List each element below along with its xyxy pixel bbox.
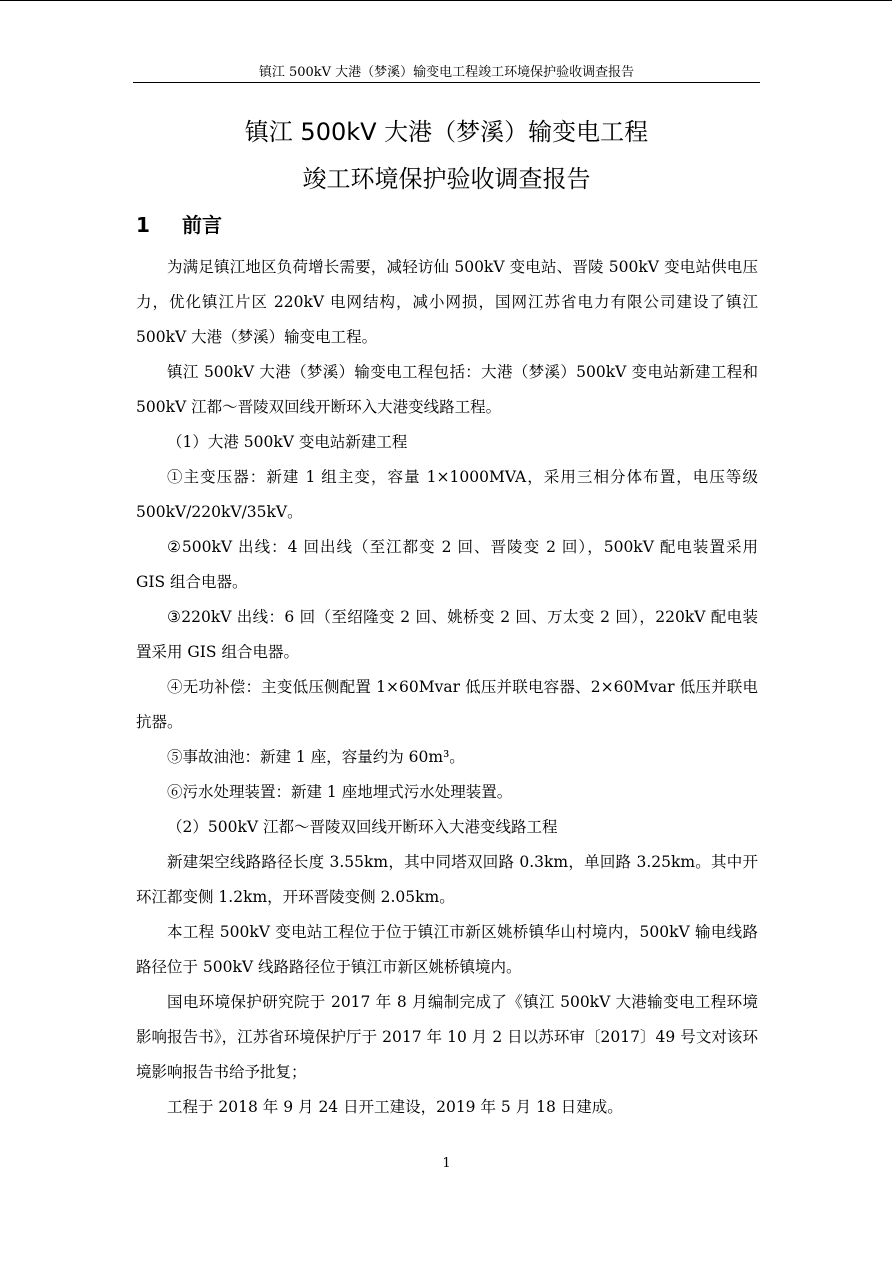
paragraph: ②500kV 出线：4 回出线（至江都变 2 回、晋陵变 2 回），500kV 配电装置采用 GIS 组合电器。 <box>136 538 758 591</box>
paragraph: （1）大港 500kV 变电站新建工程 <box>167 433 408 451</box>
paragraph: 国电环境保护研究院于 2017 年 8 月编制完成了《镇江 500kV 大港输变电工程环境影响报告书》，江苏省环境保护厅于 2017 年 10 月 2 日以苏环审〔2017〕49 号文对该环境影响报告书给予批复； <box>136 993 758 1081</box>
paragraph: 镇江 500kV 大港（梦溪）输变电工程包括：大港（梦溪）500kV 变电站新建工程和 500kV 江都～晋陵双回线开断环入大港变线路工程。 <box>136 363 758 416</box>
document-title-line-2: 竣工环境保护验收调查报告 <box>302 165 591 193</box>
paragraph: 本工程 500kV 变电站工程位于位于镇江市新区姚桥镇华山村境内，500kV 输电线路路径位于 500kV 线路路径位于镇江市新区姚桥镇境内。 <box>136 923 758 976</box>
paragraph: ④无功补偿：主变低压侧配置 1×60Mvar 低压并联电容器、2×60Mvar 低压并联电抗器。 <box>136 678 758 731</box>
top-border <box>0 0 892 1</box>
paragraph: （2）500kV 江都～晋陵双回线开断环入大港变线路工程 <box>167 818 558 836</box>
running-header: 镇江 500kV 大港（梦溪）输变电工程竣工环境保护验收调查报告 <box>258 65 635 80</box>
document-title-line-1: 镇江 500kV 大港（梦溪）输变电工程 <box>244 118 649 146</box>
paragraph: ⑤事故油池：新建 1 座，容量约为 60m³。 <box>167 748 465 766</box>
section-heading <box>136 211 222 239</box>
body-text <box>136 250 758 1125</box>
paragraph: ①主变压器：新建 1 组主变，容量 1×1000MVA，采用三相分体布置，电压等级 500kV/220kV/35kV。 <box>136 468 758 521</box>
paragraph: 工程于 2018 年 9 月 24 日开工建设，2019 年 5 月 18 日建成。 <box>167 1098 623 1116</box>
section-title: 前言 <box>182 213 222 237</box>
section-number: 1 <box>136 213 150 237</box>
paragraph: 为满足镇江地区负荷增长需要，减轻访仙 500kV 变电站、晋陵 500kV 变电站供电压力，优化镇江片区 220kV 电网结构，减小网损，国网江苏省电力有限公司建设了镇江 500kV 大港（梦溪）输变电工程。 <box>136 258 758 346</box>
header-rule <box>133 82 760 83</box>
paragraph: ③220kV 出线：6 回（至绍隆变 2 回、姚桥变 2 回、万太变 2 回），220kV 配电装置采用 GIS 组合电器。 <box>136 608 758 661</box>
page-number: 1 <box>442 1156 451 1171</box>
paragraph: ⑥污水处理装置：新建 1 座地埋式污水处理装置。 <box>167 783 513 801</box>
paragraph: 新建架空线路路径长度 3.55km，其中同塔双回路 0.3km，单回路 3.25km。其中开环江都变侧 1.2km，开环晋陵变侧 2.05km。 <box>136 853 758 906</box>
